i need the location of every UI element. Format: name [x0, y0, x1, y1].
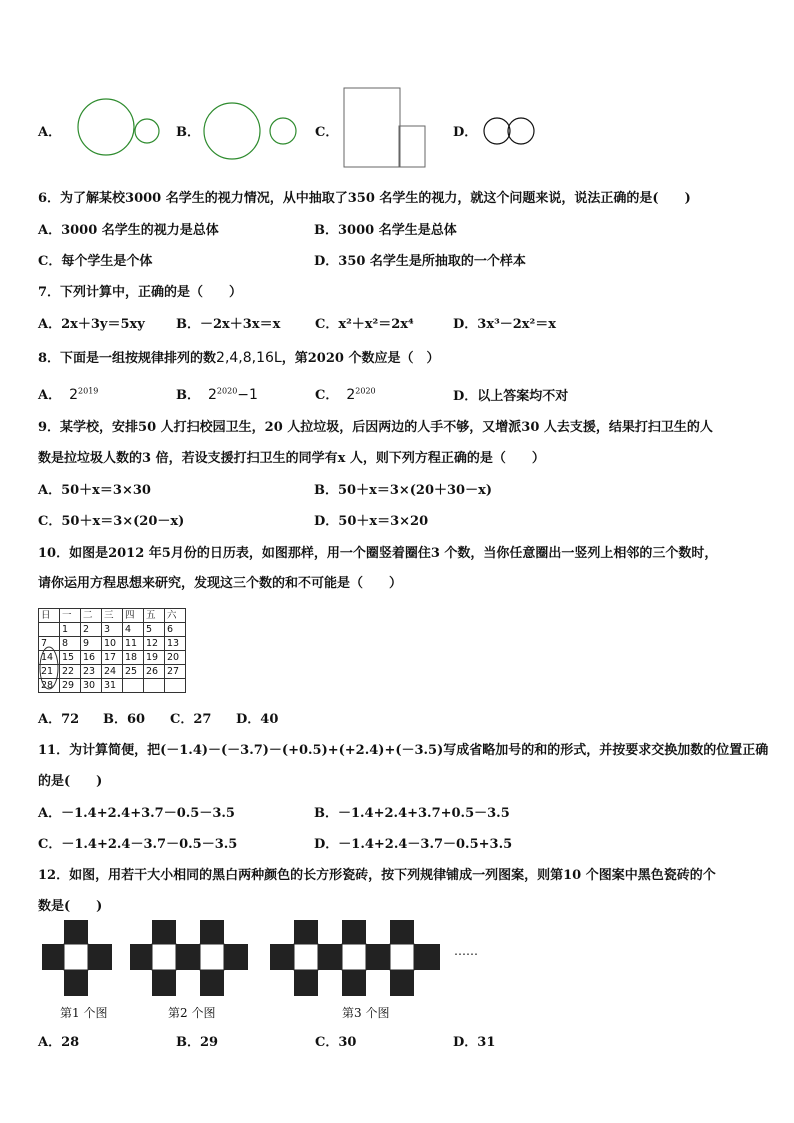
q8-option-a [38, 384, 98, 403]
q11-stem-line1: 11．为计算简便，把(－1.4)－(－3.7)－(+0.5)+(+2.4)+(－3.5)写成省略加号的和的形式，并按要求交换加数的位置正确 [38, 743, 769, 758]
q7-stem: 7．下列计算中，正确的是（ ） [38, 285, 243, 300]
q5-option-a-figure [76, 96, 162, 158]
tile-pattern-1 [42, 920, 112, 996]
q7-option-a: A．2x＋3y＝5xy [38, 317, 145, 332]
q6-stem: 6．为了解某校3000 名学生的视力情况，从中抽取了350 名学生的视力，就这个问题来说，说法正确的是( ) [38, 191, 691, 206]
q5-option-c-label: C． [315, 125, 339, 140]
q8-option-d: D．以上答案均不对 [453, 389, 569, 404]
calendar-cell: 3 [102, 623, 123, 637]
q12-tile-patterns [38, 918, 498, 1000]
calendar-cell: 25 [123, 665, 144, 679]
tile-pattern-2 [130, 920, 248, 996]
calendar-cell: 11 [123, 637, 144, 651]
q7-option-c: C．x²＋x²＝2x⁴ [315, 317, 414, 332]
q11-option-a: A．－1.4+2.4+3.7－0.5－3.5 [38, 806, 235, 821]
calendar-cell: 27 [165, 665, 186, 679]
q10-stem-line1: 10．如图是2012 年5月份的日历表，如图那样，用一个圈竖着圈住3 个数，当你任意圈出一竖列上相邻的三个数时， [38, 546, 718, 561]
q5-option-d-label: D． [453, 125, 478, 140]
calendar-cell: 24 [102, 665, 123, 679]
q12-option-c: C．30 [315, 1035, 357, 1050]
calendar-cell: 23 [81, 665, 102, 679]
q8-stem-end: ，第2020 个数应是（ ） [281, 351, 440, 366]
calendar-cell: 15 [60, 651, 81, 665]
q9-option-a: A．50＋x＝3×30 [38, 483, 151, 498]
calendar-cell: 17 [102, 651, 123, 665]
q11-option-c: C．－1.4+2.4－3.7－0.5－3.5 [38, 837, 238, 852]
q8-option-b-base: 2 [208, 387, 217, 403]
q12-ellipsis: …… [454, 944, 478, 958]
calendar-header-cell: 日 [39, 609, 60, 623]
q8-sequence: 2,4,8,16L [216, 350, 282, 366]
q12-stem-line2: 数是( ) [38, 899, 103, 914]
calendar-cell: 2 [81, 623, 102, 637]
q5-option-c-figure [340, 86, 430, 170]
calendar-cell: 12 [144, 637, 165, 651]
q8-stem-start: 8．下面是一组按规律排列的数 [38, 351, 217, 366]
calendar-cell: 28 [39, 679, 60, 693]
calendar-cell: 31 [102, 679, 123, 693]
calendar-cell: 8 [60, 637, 81, 651]
tile-pattern-3 [270, 920, 440, 996]
q6-option-b: B．3000 名学生是总体 [314, 223, 457, 238]
q8-option-b-exp: 2020 [216, 386, 238, 396]
calendar-header-cell: 五 [144, 609, 165, 623]
calendar-row [39, 623, 186, 637]
q11-option-d: D．－1.4+2.4－3.7－0.5+3.5 [314, 837, 513, 852]
q5-option-b-figure [202, 100, 302, 162]
q9-stem-line2: 数是拉垃圾人数的3 倍，若设支援打扫卫生的同学有x 人，则下列方程正确的是（ ） [38, 451, 545, 466]
calendar-cell: 19 [144, 651, 165, 665]
q8-option-c [315, 384, 376, 403]
calendar-header-cell: 六 [165, 609, 186, 623]
calendar-header-cell: 一 [60, 609, 81, 623]
q12-stem-line1: 12．如图，用若干大小相同的黑白两种颜色的长方形瓷砖，按下列规律铺成一列图案，则第10 个图案中黑色瓷砖的个 [38, 868, 716, 883]
q8-option-c-label: C． [315, 388, 339, 403]
q12-caption-2: 第2 个图 [168, 1006, 216, 1020]
q6-option-a: A．3000 名学生的视力是总体 [38, 223, 219, 238]
q10-calendar [38, 608, 186, 693]
q9-option-c: C．50＋x＝3×(20－x) [38, 514, 185, 529]
q6-option-d: D．350 名学生是所抽取的一个样本 [314, 254, 526, 269]
calendar-cell: 21 [39, 665, 60, 679]
calendar-cell: 1 [60, 623, 81, 637]
q5-option-b-label: B． [176, 125, 200, 140]
q12-option-b: B．29 [176, 1035, 219, 1050]
calendar-cell: 26 [144, 665, 165, 679]
calendar-cell: 14 [39, 651, 60, 665]
calendar-cell: 20 [165, 651, 186, 665]
q5-option-a-label: A． [38, 125, 62, 140]
q8-option-c-base: 2 [346, 387, 356, 403]
calendar-header-cell: 三 [102, 609, 123, 623]
calendar-cell: 5 [144, 623, 165, 637]
q8-option-a-label: A． [38, 388, 62, 403]
calendar-cell [165, 679, 186, 693]
q7-option-b: B．－2x＋3x＝x [176, 317, 281, 332]
q8-option-b-tail: −1 [237, 387, 258, 403]
q9-option-d: D．50＋x＝3×20 [314, 514, 429, 529]
q8-option-b [176, 384, 258, 403]
q9-option-b: B．50＋x＝3×(20＋30－x) [314, 483, 493, 498]
calendar-cell: 13 [165, 637, 186, 651]
calendar-cell: 10 [102, 637, 123, 651]
q8-stem [38, 347, 439, 366]
calendar-circle-mark [38, 645, 62, 691]
q7-option-d: D．3x³－2x²＝x [453, 317, 557, 332]
calendar-cell [123, 679, 144, 693]
q9-stem-line1: 9．某学校，安排50 人打扫校园卫生，20 人拉垃圾，后因两边的人手不够，又增派30 人去支援，结果打扫卫生的人 [38, 420, 713, 435]
q8-option-b-label: B． [176, 388, 200, 403]
calendar-header-cell: 二 [81, 609, 102, 623]
q10-option-d: D．40 [236, 712, 279, 727]
q10-option-a: A．72 [38, 712, 80, 727]
q8-option-a-exp: 2019 [78, 386, 99, 396]
q12-caption-3: 第3 个图 [342, 1006, 390, 1020]
calendar-cell: 4 [123, 623, 144, 637]
calendar-cell: 18 [123, 651, 144, 665]
calendar-cell: 6 [165, 623, 186, 637]
q5-option-d-figure [480, 115, 540, 147]
q12-caption-1: 第1 个图 [60, 1006, 108, 1020]
calendar-cell: 7 [39, 637, 60, 651]
q6-option-c: C．每个学生是个体 [38, 254, 153, 269]
q10-option-b: B．60 [103, 712, 146, 727]
calendar-cell: 22 [60, 665, 81, 679]
q12-option-d: D．31 [453, 1035, 496, 1050]
calendar-cell [39, 623, 60, 637]
q10-stem-line2: 请你运用方程思想来研究，发现这三个数的和不可能是（ ） [38, 576, 403, 591]
calendar-cell: 29 [60, 679, 81, 693]
calendar-cell: 30 [81, 679, 102, 693]
q8-option-c-exp: 2020 [355, 386, 376, 396]
calendar-header-row [39, 609, 186, 623]
calendar-header-cell: 四 [123, 609, 144, 623]
calendar-cell [144, 679, 165, 693]
q11-stem-line2: 的是( ) [38, 774, 103, 789]
q12-option-a: A．28 [38, 1035, 80, 1050]
q10-option-c: C．27 [170, 712, 212, 727]
calendar-cell: 16 [81, 651, 102, 665]
q11-option-b: B．－1.4+2.4+3.7+0.5－3.5 [314, 806, 510, 821]
q8-option-a-base: 2 [69, 387, 79, 403]
calendar-cell: 9 [81, 637, 102, 651]
